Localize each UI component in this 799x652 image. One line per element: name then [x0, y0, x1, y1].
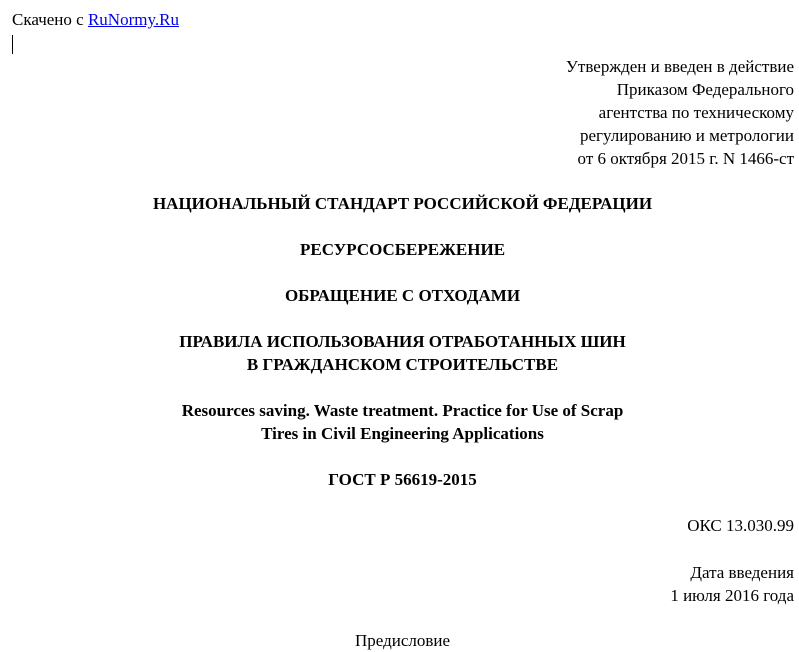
approval-block — [566, 55, 794, 170]
downloaded-from-note — [12, 9, 179, 31]
foreword-heading: Предисловие — [354, 631, 451, 650]
section-heading: РЕСУРСОСБЕРЕЖЕНИЕ — [299, 240, 506, 259]
downloaded-prefix: Скачено с — [12, 10, 88, 29]
text-cursor — [12, 35, 13, 54]
approval-line: агентства по техническому — [598, 103, 794, 122]
approval-line: Утвержден и введен в действие — [565, 57, 794, 76]
oks-classification: ОКС 13.030.99 — [687, 516, 794, 535]
subsection-heading: ОБРАЩЕНИЕ С ОТХОДАМИ — [284, 286, 521, 305]
introduction-date-value: 1 июля 2016 года — [670, 586, 794, 605]
english-title-line: Resources saving. Waste treatment. Practice for Use of Scrap — [181, 401, 624, 420]
approval-line: регулированию и метрологии — [579, 126, 794, 145]
english-title-line: Tires in Civil Engineering Applications — [261, 424, 544, 443]
approval-line: Приказом Федерального — [616, 80, 794, 99]
standard-name-line: В ГРАЖДАНСКОМ СТРОИТЕЛЬСТВЕ — [246, 355, 559, 374]
runormy-link[interactable]: RuNormy.Ru — [87, 10, 179, 29]
standard-code: ГОСТ Р 56619-2015 — [328, 470, 477, 489]
english-title — [0, 399, 799, 445]
national-standard-heading: НАЦИОНАЛЬНЫЙ СТАНДАРТ РОССИЙСКОЙ ФЕДЕРАЦИИ — [152, 194, 653, 213]
standard-name-line: ПРАВИЛА ИСПОЛЬЗОВАНИЯ ОТРАБОТАННЫХ ШИН — [179, 332, 626, 351]
approval-line: от 6 октября 2015 г. N 1466-ст — [577, 149, 794, 168]
introduction-date-label: Дата введения — [690, 563, 794, 582]
standard-name-heading — [0, 330, 799, 376]
introduction-date-block — [670, 561, 794, 607]
